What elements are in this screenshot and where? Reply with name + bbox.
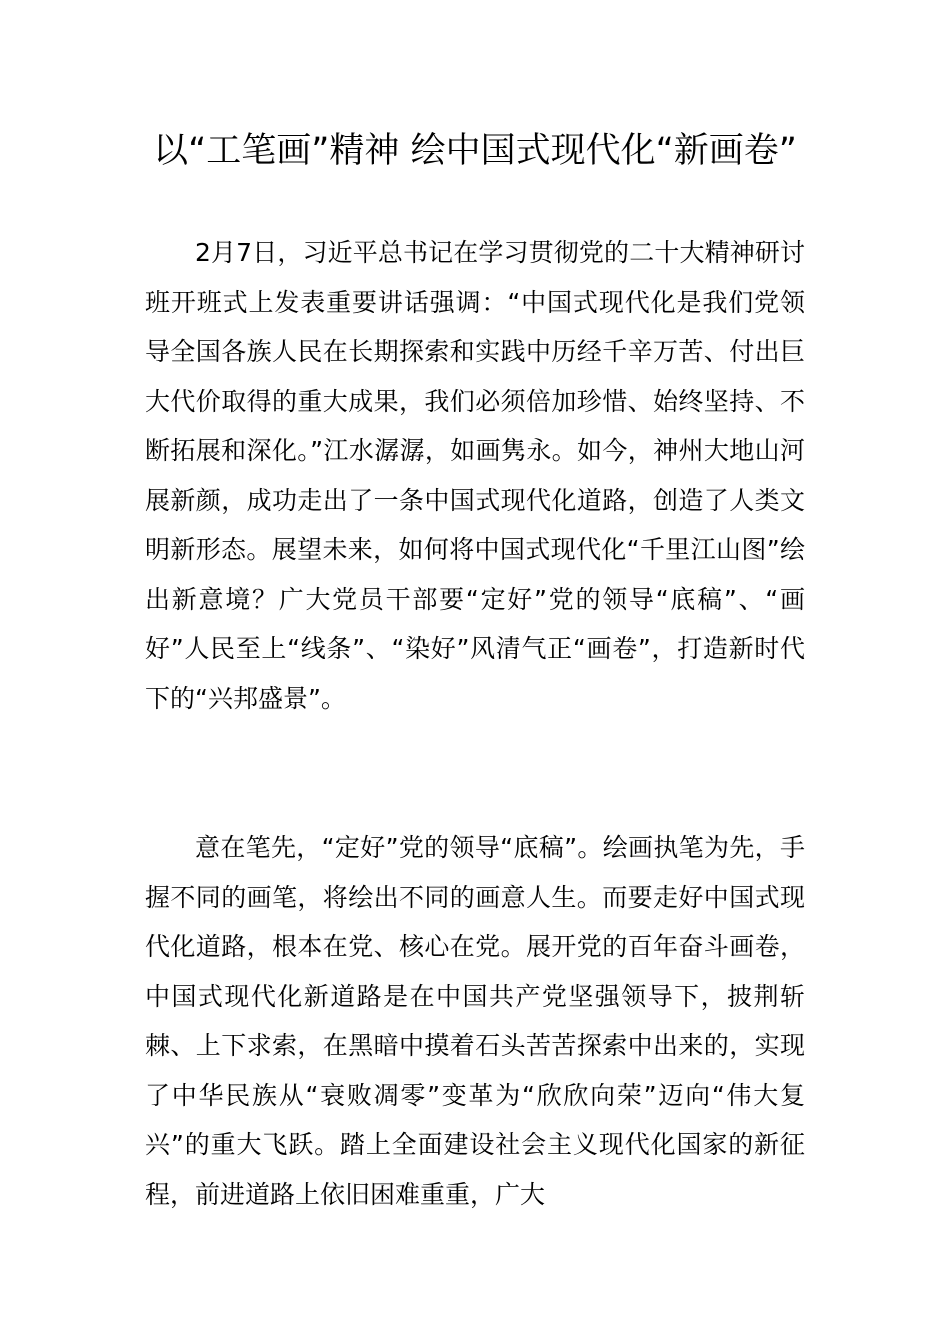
document-title: 以“工笔画”精神 绘中国式现代化“新画卷” bbox=[153, 131, 797, 171]
paragraph-1: 2月7日，习近平总书记在学习贯彻党的二十大精神研讨班开班式上发表重要讲话强调：“中国式现代化是我们党领导全国各族人民在长期探索和实践中历经千辛万苦、付出巨大代价取得的重大成果，我们必须倍加珍惜、始终坚持、不断拓展和深化。”江水潺潺，如画隽永。如今，神州大地山河展新颜，成功走出了一条中国式现代化道路，创造了人类文明新形态。展望未来，如何将中国式现代化“千里江山图”绘出新意境？广大党员干部要“定好”党的领导“底稿”、“画好”人民至上“线条”、“染好”风清气正“画卷”，打造新时代下的“兴邦盛景”。 bbox=[145, 238, 805, 713]
paragraph-2: 意在笔先，“定好”党的领导“底稿”。绘画执笔为先，手握不同的画笔，将绘出不同的画意人生。而要走好中国式现代化道路，根本在党、核心在党。展开党的百年奋斗画卷，中国式现代化新道路是在中国共产党坚强领导下，披荆斩棘、上下求索，在黑暗中摸着石头苦苦探索中出来的，实现了中华民族从“衰败凋零”变革为“欣欣向荣”迈向“伟大复兴”的重大飞跃。踏上全面建设社会主义现代化国家的新征程，前进道路上依旧困难重重，广大 bbox=[145, 833, 805, 1209]
